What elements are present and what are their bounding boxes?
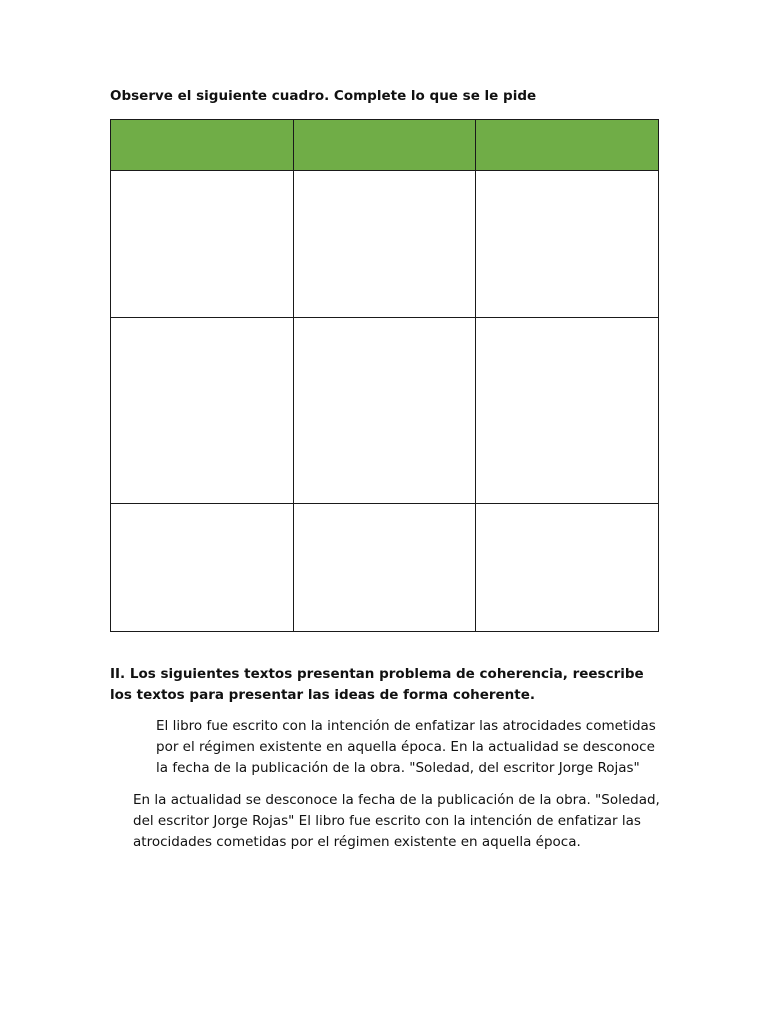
table-cell [476, 318, 659, 504]
table-header-cell [111, 120, 294, 171]
section2-heading: II. Los siguientes textos presentan problema de coherencia, reescribe los textos para presentar las ideas de forma coherente. [110, 666, 644, 703]
table-cell [293, 318, 476, 504]
table-row [111, 504, 659, 632]
empty-table [110, 119, 659, 632]
table-header-cell [293, 120, 476, 171]
table-header-row [111, 120, 659, 171]
table-header-cell [476, 120, 659, 171]
table-row [111, 171, 659, 318]
table-cell [111, 318, 294, 504]
section1-instruction: Observe el siguiente cuadro. Complete lo que se le pide [110, 88, 537, 104]
table-row [111, 318, 659, 504]
table-cell [111, 504, 294, 632]
table-cell [476, 171, 659, 318]
rewritten-text-paragraph: En la actualidad se desconoce la fecha de la publicación de la obra. "Soledad, del escritor Jorge Rojas" El libro fue escrito con la intención de enfatizar las atrocidades cometidas por el régimen existente en aquella época. [133, 792, 660, 850]
table-cell [476, 504, 659, 632]
table-cell [111, 171, 294, 318]
table-cell [293, 504, 476, 632]
table-cell [293, 171, 476, 318]
original-text-paragraph: El libro fue escrito con la intención de enfatizar las atrocidades cometidas por el régimen existente en aquella época. En la actualidad se desconoce la fecha de la publicación de la obra. "Soledad, del escritor Jorge Rojas" [156, 718, 656, 776]
